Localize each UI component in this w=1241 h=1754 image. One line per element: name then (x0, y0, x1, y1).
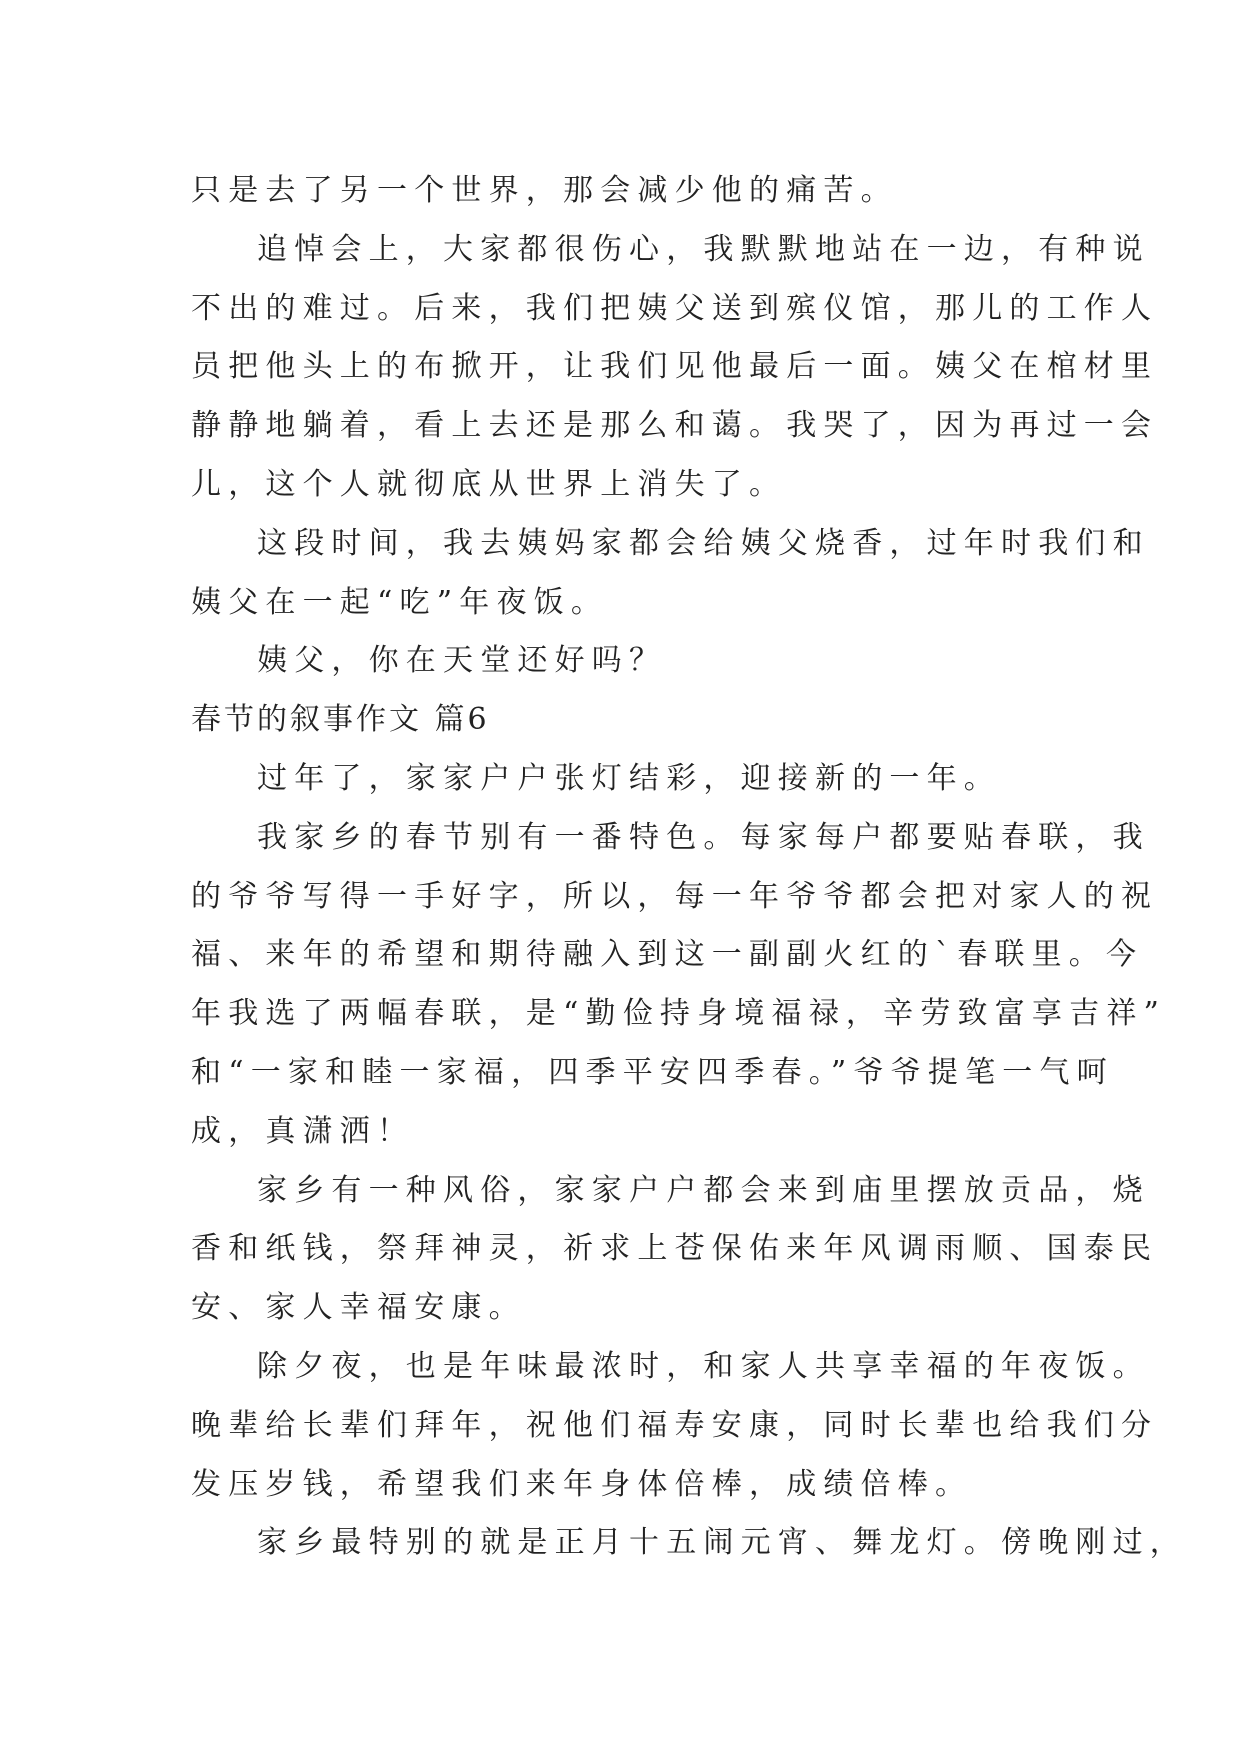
text-line: 成，真潇洒！ (191, 1113, 415, 1149)
text-line: 追悼会上，大家都很伤心，我默默地站在一边，有种说 (257, 231, 1150, 267)
text-line: 香和纸钱，祭拜神灵，祈求上苍保佑来年风调雨顺、国泰民 (191, 1231, 1159, 1267)
text-line: 的爷爷写得一手好字，所以，每一年爷爷都会把对家人的祝 (191, 878, 1159, 914)
text-line: 晚辈给长辈们拜年，祝他们福寿安康，同时长辈也给我们分 (191, 1407, 1159, 1443)
text-line: 过年了，家家户户张灯结彩，迎接新的一年。 (257, 760, 1001, 796)
text-line: 只是去了另一个世界，那会减少他的痛苦。 (191, 173, 898, 208)
section-heading: 春节的叙事作文 篇6 (191, 702, 490, 738)
text-line: 福、来年的希望和期待融入到这一副副火红的`春联里。今 (191, 937, 1144, 973)
text-line: 不出的难过。后来，我们把姨父送到殡仪馆，那儿的工作人 (191, 290, 1159, 326)
text-line: 员把他头上的布掀开，让我们见他最后一面。姨父在棺材里 (191, 349, 1159, 385)
text-line: 安、家人幸福安康。 (191, 1290, 526, 1326)
text-line: 姨父，你在天堂还好吗？ (257, 643, 667, 679)
text-line: 年我选了两幅春联，是“勤俭持身境福禄，辛劳致富享吉祥” (191, 996, 1167, 1032)
text-line: 和“一家和睦一家福，四季平安四季春。”爷爷提笔一气呵 (191, 1054, 1114, 1090)
text-line: 家乡最特别的就是正月十五闹元宵、舞龙灯。傍晚刚过， (257, 1525, 1187, 1561)
text-line: 发压岁钱，希望我们来年身体倍棒，成绩倍棒。 (191, 1466, 973, 1502)
text-line: 静静地躺着，看上去还是那么和蔼。我哭了，因为再过一会 (191, 408, 1159, 444)
text-line: 儿，这个人就彻底从世界上消失了。 (191, 466, 787, 502)
text-line: 除夕夜，也是年味最浓时，和家人共享幸福的年夜饭。 (257, 1348, 1150, 1384)
text-line: 这段时间，我去姨妈家都会给姨父烧香，过年时我们和 (257, 525, 1150, 561)
text-line: 姨父在一起“吃”年夜饭。 (191, 584, 609, 620)
document-body (191, 162, 1187, 1573)
text-line: 家乡有一种风俗，家家户户都会来到庙里摆放贡品，烧 (257, 1172, 1150, 1208)
text-line: 我家乡的春节别有一番特色。每家每户都要贴春联，我 (257, 819, 1150, 855)
